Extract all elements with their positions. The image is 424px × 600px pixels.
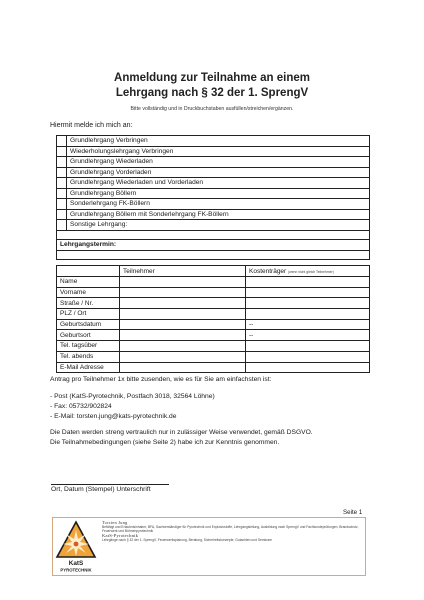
course-option: Wiederholungslehrgang Verbringen <box>67 146 370 157</box>
signature-label: Ort, Datum (Stempel) Unterschrift <box>51 486 151 493</box>
footer-brand-desc: Lehrgänge nach § 32 der 1. SprengV, Feuerwerksplanung, Beratung, Sicherheitskonzepte, Gutachten und Seminare <box>102 538 272 543</box>
row-label: Tel. tagsüber <box>57 341 120 352</box>
title-line-2: Lehrgang nach § 32 der 1. SprengV <box>115 87 309 99</box>
kats-logo-icon <box>55 520 97 574</box>
course-option: Grundlehrgang Wiederladen und Vorderladen <box>67 178 370 189</box>
course-checkbox[interactable] <box>57 167 67 178</box>
payer-field: -- <box>246 330 370 341</box>
participant-field[interactable] <box>120 298 246 309</box>
privacy-notice: Die Daten werden streng vertraulich nur in zulässiger Weise verwendet, gemäß DSGVO. <box>50 429 313 436</box>
participant-field[interactable] <box>120 362 246 373</box>
course-option: Grundlehrgang Verbringen <box>67 136 370 147</box>
course-checkbox[interactable] <box>57 157 67 168</box>
participant-field[interactable] <box>120 277 246 288</box>
course-checkbox[interactable] <box>57 136 67 147</box>
payer-field: -- <box>246 319 370 330</box>
course-date-field[interactable]: Lehrgangstermin: <box>57 239 370 250</box>
header-blank <box>57 266 120 277</box>
course-checkbox[interactable] <box>57 188 67 199</box>
row-label: Tel. abends <box>57 351 120 362</box>
row-label: PLZ / Ort <box>57 309 120 320</box>
course-option: Grundlehrgang Böllern mit Sonderlehrgang FK-Böllern <box>67 209 370 220</box>
payer-field[interactable] <box>246 298 370 309</box>
course-option: Sonderlehrgang FK-Böllern <box>67 199 370 210</box>
row-label: Geburtsort <box>57 330 120 341</box>
payer-field[interactable] <box>246 351 370 362</box>
logo-text-bottom: PYROTECHNIK <box>60 567 92 573</box>
header-payer <box>246 266 370 277</box>
header-payer-label: Kostenträger <box>249 267 287 275</box>
header-participant: Teilnehmer <box>120 266 246 277</box>
row-label: E-Mail Adresse <box>57 362 120 373</box>
course-option-other[interactable]: Sonstige Lehrgang: <box>67 220 370 231</box>
send-instructions: Antrag pro Teilnehmer 1x bitte zusenden, wie es für Sie am einfachsten ist: <box>50 376 272 383</box>
contact-fax: - Fax: 05732/902824 <box>50 403 112 410</box>
logo-text-top: KatS <box>68 560 84 567</box>
course-checkbox[interactable] <box>57 199 67 210</box>
participant-field[interactable] <box>120 287 246 298</box>
footer-text <box>102 521 364 542</box>
payer-field[interactable] <box>246 341 370 352</box>
page-number: Seite 1 <box>343 509 363 516</box>
course-selection-table <box>56 135 370 260</box>
intro-text: Hiermit melde ich mich an: <box>50 122 133 129</box>
contact-email: - E-Mail: torsten.jung@kats-pyrotechnik.de <box>50 413 177 420</box>
footer-person-desc: Befähigt und Erlaubnisinhaber, BFA, Sachverständiger für Pyrotechnik und Explosivstoffe, Lehrgangsleitung, Ausbildung nach SprengV und Fachkundeprüfungen, Brandschutz, Feuerwerk und Bühnenpyrotechnik <box>102 525 359 534</box>
header-payer-note: (wenn nicht gleich Teilnehmer) <box>288 269 334 274</box>
course-checkbox[interactable] <box>57 220 67 231</box>
payer-field[interactable] <box>246 309 370 320</box>
course-checkbox[interactable] <box>57 178 67 189</box>
signature-line[interactable] <box>51 484 169 485</box>
course-option: Grundlehrgang Vorderladen <box>67 167 370 178</box>
payer-field[interactable] <box>246 287 370 298</box>
terms-notice: Die Teilnahmebedingungen (siehe Seite 2) habe ich zur Kenntnis genommen. <box>50 439 280 446</box>
participant-field[interactable] <box>120 319 246 330</box>
other-course-field[interactable] <box>57 230 370 239</box>
contact-post: - Post (KatS-Pyrotechnik, Postfach 3018, 32564 Löhne) <box>50 393 215 400</box>
footer-box <box>52 517 366 576</box>
row-label: Vorname <box>57 287 120 298</box>
participant-field[interactable] <box>120 309 246 320</box>
row-label: Straße / Nr. <box>57 298 120 309</box>
footer-person-name: Torsten Jung <box>102 520 128 525</box>
footer-brand-name: KatS-Pyrotechnik <box>102 533 139 539</box>
participant-field[interactable] <box>120 351 246 362</box>
participant-field[interactable] <box>120 341 246 352</box>
course-option: Grundlehrgang Böllern <box>67 188 370 199</box>
row-label: Name <box>57 277 120 288</box>
subtitle-instructions: Bitte vollständig und in Druckbuchstaben ausfüllen/streichen/ergänzen. <box>130 106 294 112</box>
participant-field[interactable] <box>120 330 246 341</box>
course-checkbox[interactable] <box>57 209 67 220</box>
payer-field[interactable] <box>246 277 370 288</box>
course-date-blank[interactable] <box>57 250 370 259</box>
participant-table <box>56 265 370 373</box>
course-option: Grundlehrgang Wiederladen <box>67 157 370 168</box>
row-label: Geburtsdatum <box>57 319 120 330</box>
course-checkbox[interactable] <box>57 146 67 157</box>
payer-field[interactable] <box>246 362 370 373</box>
title-line-1: Anmeldung zur Teilnahme an einem <box>114 72 310 84</box>
